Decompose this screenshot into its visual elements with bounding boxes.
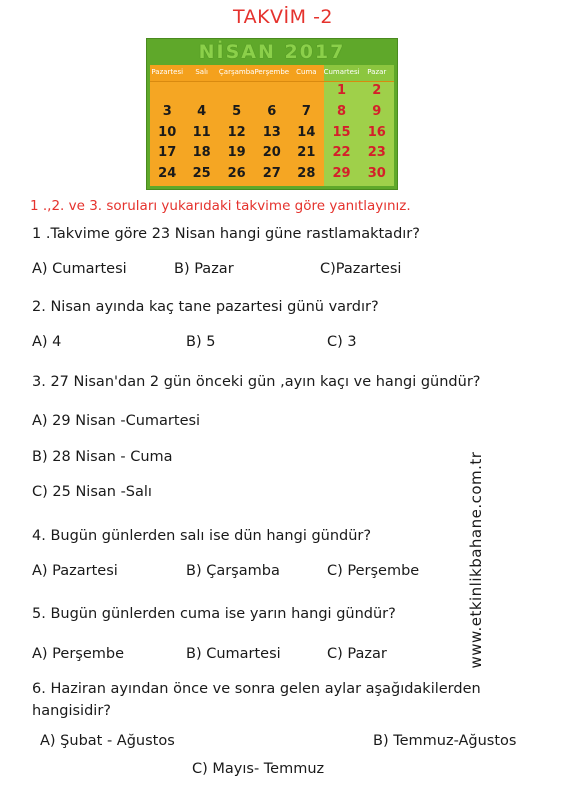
q3-option-c: C) 25 Nisan -Salı <box>32 484 152 500</box>
q6-option-b: B) Temmuz-Ağustos <box>373 733 517 749</box>
website-text: www.etkinlikbahane.com.tr <box>467 451 485 669</box>
calendar-day-cell: 2 <box>360 82 394 103</box>
q2-option-b: B) 5 <box>186 334 216 350</box>
question-2: 2. Nisan ayında kaç tane pazartesi günü vardır? <box>32 299 379 315</box>
calendar-header: NİSAN 2017 <box>147 39 397 65</box>
calendar-dayname: Pazar <box>360 65 394 82</box>
q1-option-c: C)Pazartesi <box>320 261 402 277</box>
calendar-grid <box>150 65 394 186</box>
question-1: 1 .Takvime göre 23 Nisan hangi güne rastlamaktadır? <box>32 226 420 242</box>
question-3: 3. 27 Nisan'dan 2 gün önceki gün ,ayın kaçı ve hangi gündür? <box>32 374 481 390</box>
calendar-day-cell: 8 <box>324 103 360 124</box>
calendar-day-cell <box>254 82 289 103</box>
q1-option-a: A) Cumartesi <box>32 261 127 277</box>
q6-option-a: A) Şubat - Ağustos <box>40 733 175 749</box>
calendar-day-cell: 12 <box>219 124 255 145</box>
calendar-day-cell: 22 <box>324 144 360 165</box>
calendar-day-cell: 23 <box>360 144 394 165</box>
calendar-day-cell: 9 <box>360 103 394 124</box>
question-4: 4. Bugün günlerden salı ise dün hangi gündür? <box>32 528 372 544</box>
calendar-dayname: Çarşamba <box>219 65 255 82</box>
calendar-day-cell: 17 <box>150 144 184 165</box>
q4-option-a: A) Pazartesi <box>32 563 118 579</box>
calendar-day-cell: 7 <box>289 103 323 124</box>
calendar-day-cell: 26 <box>219 165 255 186</box>
calendar-day-cell: 30 <box>360 165 394 186</box>
instruction-text: 1 .,2. ve 3. soruları yukarıdaki takvime göre yanıtlayınız. <box>30 198 411 214</box>
q6-option-c: C) Mayıs- Temmuz <box>192 761 325 777</box>
calendar-day-cell: 11 <box>184 124 218 145</box>
calendar-day-cell <box>150 82 184 103</box>
q3-option-b: B) 28 Nisan - Cuma <box>32 449 173 465</box>
question-5: 5. Bugün günlerden cuma ise yarın hangi gündür? <box>32 606 396 622</box>
calendar-day-cell: 24 <box>150 165 184 186</box>
calendar-dayname: Perşembe <box>254 65 289 82</box>
q5-option-b: B) Cumartesi <box>186 646 281 662</box>
calendar-day-cell <box>219 82 255 103</box>
calendar-day-cell: 19 <box>219 144 255 165</box>
q2-option-a: A) 4 <box>32 334 62 350</box>
q5-option-a: A) Perşembe <box>32 646 125 662</box>
calendar-image <box>146 38 398 190</box>
q2-option-c: C) 3 <box>327 334 357 350</box>
calendar-day-cell: 29 <box>324 165 360 186</box>
calendar-day-cell: 21 <box>289 144 323 165</box>
calendar-day-cell: 16 <box>360 124 394 145</box>
calendar-day-cell <box>289 82 323 103</box>
calendar-day-cell: 3 <box>150 103 184 124</box>
website-watermark <box>466 451 486 669</box>
question-6-line-1: 6. Haziran ayından önce ve sonra gelen aylar aşağıdakilerden <box>32 681 481 697</box>
q4-option-b: B) Çarşamba <box>186 563 280 579</box>
calendar-day-cell: 4 <box>184 103 218 124</box>
calendar-dayname: Pazartesi <box>150 65 184 82</box>
calendar-day-cell: 1 <box>324 82 360 103</box>
calendar-day-cell: 5 <box>219 103 255 124</box>
q5-option-c: C) Pazar <box>327 646 387 662</box>
calendar-day-cell: 25 <box>184 165 218 186</box>
calendar-day-cell: 27 <box>254 165 289 186</box>
calendar-dayname: Cumartesi <box>324 65 360 82</box>
calendar-day-cell: 13 <box>254 124 289 145</box>
question-6-line-2: hangisidir? <box>32 703 111 719</box>
calendar-day-cell: 14 <box>289 124 323 145</box>
calendar-day-cell: 20 <box>254 144 289 165</box>
q3-option-a: A) 29 Nisan -Cumartesi <box>32 413 201 429</box>
calendar-day-cell: 15 <box>324 124 360 145</box>
calendar-dayname: Salı <box>184 65 218 82</box>
calendar-day-cell: 10 <box>150 124 184 145</box>
calendar-dayname: Cuma <box>289 65 323 82</box>
calendar-day-cell: 18 <box>184 144 218 165</box>
calendar-day-cell <box>184 82 218 103</box>
q1-option-b: B) Pazar <box>174 261 234 277</box>
page-title: TAKVİM -2 <box>232 6 334 28</box>
calendar-day-cell: 6 <box>254 103 289 124</box>
q4-option-c: C) Perşembe <box>327 563 420 579</box>
calendar-day-cell: 28 <box>289 165 323 186</box>
